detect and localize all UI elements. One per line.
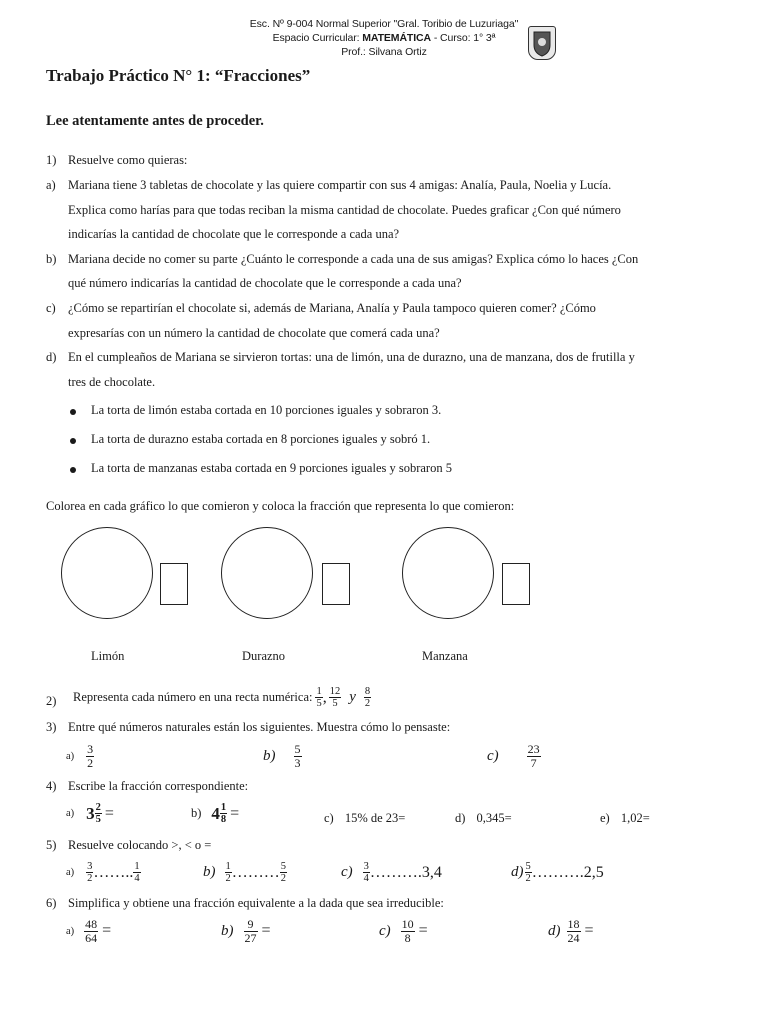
q4-item-a [66, 802, 114, 825]
fraction: $\frac{1}{4}$ [134, 861, 140, 885]
item-label: d) [511, 864, 524, 881]
q1d-line: En el cumpleaños de Mariana se sirvieron tortas: una de limón, una de durazno, una de manzana, dos de frutilla y [68, 350, 635, 364]
q6-item-b [221, 918, 271, 944]
q4-item-b [191, 802, 239, 825]
item-label: c) [487, 747, 499, 764]
item-label: a) [66, 925, 75, 937]
q4-item-e [600, 811, 650, 826]
q1a-line: Mariana tiene 3 tabletas de chocolate y las quiere compartir con sus 4 amigas: Analía, Paula, Noelia y Lucía. [68, 178, 612, 192]
conjunction: y [349, 689, 356, 706]
item-label: e) [600, 811, 610, 825]
q2-number: 2) [46, 694, 57, 708]
bullet-item: La torta de durazno estaba cortada en 8 porciones iguales y sobró 1. [91, 432, 431, 446]
fraction: $\frac{8}{2}$ [364, 686, 371, 710]
item-label: a) [66, 750, 75, 762]
course: - Curso: 1° 3ª [431, 32, 496, 44]
q2-row [73, 686, 371, 709]
q1a-label: a) [46, 178, 56, 192]
bullet-icon [70, 467, 76, 473]
fraction: $\frac{5}{2}$ [280, 861, 286, 885]
q5-item-b [203, 861, 287, 884]
fraction: $\frac{12}{5}$ [329, 686, 341, 710]
item-label: a) [66, 808, 75, 820]
bullet-icon [70, 409, 76, 415]
bullet-icon [70, 438, 76, 444]
q6-number: 6) [46, 896, 57, 910]
fraction: $\frac{48}{64}$ [85, 917, 98, 945]
q1c-line: expresarías con un número la cantidad de chocolate que comerá cada una? [68, 326, 440, 340]
q1b-label: b) [46, 252, 57, 266]
item-label: d) [455, 811, 466, 825]
bullet-item: La torta de limón estaba cortada en 10 porciones iguales y sobraron 3. [91, 403, 442, 417]
fraction: $\frac{2}{5}$ [95, 802, 101, 826]
space-prefix: Espacio Curricular: [272, 32, 363, 44]
q1-text: Resuelve como quieras: [68, 153, 188, 167]
item-label: b) [191, 806, 202, 821]
fraction: $\frac{1}{5}$ [316, 686, 322, 710]
q1-number: 1) [46, 153, 57, 167]
item-label: d) [548, 922, 561, 939]
q6-item-c [379, 918, 428, 944]
q1c-label: c) [46, 301, 56, 315]
q5-text: Resuelve colocando >, < o = [68, 838, 212, 852]
q1b-line: Mariana decide no comer su parte ¿Cuánto le corresponde a cada una de sus amigas? Explica cómo lo haces ¿Con [68, 252, 639, 266]
lemon-cake-circle[interactable] [61, 527, 153, 619]
equals: = [230, 804, 240, 822]
item-label: b) [221, 922, 234, 939]
whole-number: 3 [86, 803, 95, 823]
equals: = [418, 922, 428, 940]
instruction-heading: Lee atentamente antes de proceder. [46, 113, 264, 129]
q5-item-a [66, 861, 141, 884]
curricular-space [0, 32, 768, 44]
q3-item-c [487, 743, 541, 769]
fraction: $\frac{5}{3}$ [294, 742, 301, 770]
fraction: $\frac{23}{7}$ [527, 742, 540, 770]
q1a-line: indicarías la cantidad de chocolate que le corresponde a cada una? [68, 227, 400, 241]
item-expression: 1,02= [620, 811, 650, 825]
q5-item-c [341, 861, 442, 884]
equals: = [102, 922, 112, 940]
fraction: $\frac{3}{2}$ [87, 861, 93, 885]
school-name: Esc. Nº 9-004 Normal Superior "Gral. Toribio de Luzuriaga" [249, 18, 519, 30]
comparison-dots: ……….3,4 [369, 863, 442, 881]
crest-emblem-icon [529, 27, 555, 59]
q3-text: Entre qué números naturales están los siguientes. Muestra cómo lo pensaste: [68, 720, 451, 734]
item-expression: 0,345= [476, 811, 512, 825]
peach-answer-box[interactable] [322, 563, 350, 605]
q3-number: 3) [46, 720, 57, 734]
q1d-label: d) [46, 350, 57, 364]
q3-item-a [66, 743, 94, 769]
apple-answer-box[interactable] [502, 563, 530, 605]
equals: = [584, 922, 594, 940]
equals: = [261, 922, 271, 940]
q4-text: Escribe la fracción correspondiente: [68, 779, 249, 793]
comparison-dots: …….. [93, 863, 134, 881]
comparison-dots: ……… [231, 863, 280, 881]
item-label: c) [379, 922, 391, 939]
page-title: Trabajo Práctico N° 1: “Fracciones” [46, 66, 311, 85]
q1c-line: ¿Cómo se repartirían el chocolate si, además de Mariana, Analía y Paula tampoco quieren comer? ¿Cómo [68, 301, 596, 315]
item-label: c) [324, 811, 334, 825]
item-expression: 15% de 23= [344, 811, 406, 825]
q4-item-d [455, 811, 512, 826]
cake-label-peach: Durazno [242, 649, 286, 663]
cake-label-lemon: Limón [91, 649, 125, 663]
fraction: $\frac{3}{2}$ [87, 742, 94, 770]
fraction: $\frac{10}{8}$ [401, 917, 414, 945]
fraction: $\frac{9}{27}$ [244, 917, 257, 945]
color-instruction: Colorea en cada gráfico lo que comieron y coloca la fracción que representa lo que comieron: [46, 499, 515, 513]
peach-cake-circle[interactable] [221, 527, 313, 619]
whole-number: 4 [211, 803, 220, 823]
item-label: c) [341, 864, 353, 881]
q6-text: Simplifica y obtiene una fracción equivalente a la dada que sea irreducible: [68, 896, 444, 910]
item-label: b) [203, 864, 216, 881]
q3-item-b [263, 743, 302, 769]
item-label: b) [263, 747, 276, 764]
q5-number: 5) [46, 838, 57, 852]
q2-text: Representa cada número en una recta numérica: [73, 690, 313, 705]
cake-label-apple: Manzana [422, 649, 468, 663]
q4-number: 4) [46, 779, 57, 793]
comparison-dots: ……….2,5 [531, 863, 604, 881]
q4-item-c [324, 811, 405, 826]
fraction: $\frac{1}{8}$ [220, 802, 227, 826]
q1b-line: qué número indicarías la cantidad de chocolate que le corresponde a cada una? [68, 276, 462, 290]
separator: , [322, 688, 327, 706]
lemon-answer-box[interactable] [160, 563, 188, 605]
q1a-line: Explica como harías para que todas reciban la misma cantidad de chocolate. Puedes graficar ¿Con qué número [68, 203, 621, 217]
school-crest-logo [528, 26, 556, 60]
fraction: $\frac{5}{2}$ [525, 861, 531, 885]
q6-item-d [548, 918, 594, 944]
apple-cake-circle[interactable] [402, 527, 494, 619]
fraction: $\frac{1}{2}$ [225, 861, 231, 885]
fraction: $\frac{18}{24}$ [567, 917, 580, 945]
subject: MATEMÁTICA [362, 32, 432, 44]
fraction: $\frac{3}{4}$ [363, 861, 369, 885]
teacher: Prof.: Silvana Ortiz [341, 46, 427, 58]
item-label: a) [66, 867, 75, 879]
q5-item-d [511, 861, 604, 884]
equals: = [104, 804, 114, 822]
q1d-line: tres de chocolate. [68, 375, 156, 389]
bullet-item: La torta de manzanas estaba cortada en 9 porciones iguales y sobraron 5 [91, 461, 452, 475]
q6-item-a [66, 918, 111, 944]
